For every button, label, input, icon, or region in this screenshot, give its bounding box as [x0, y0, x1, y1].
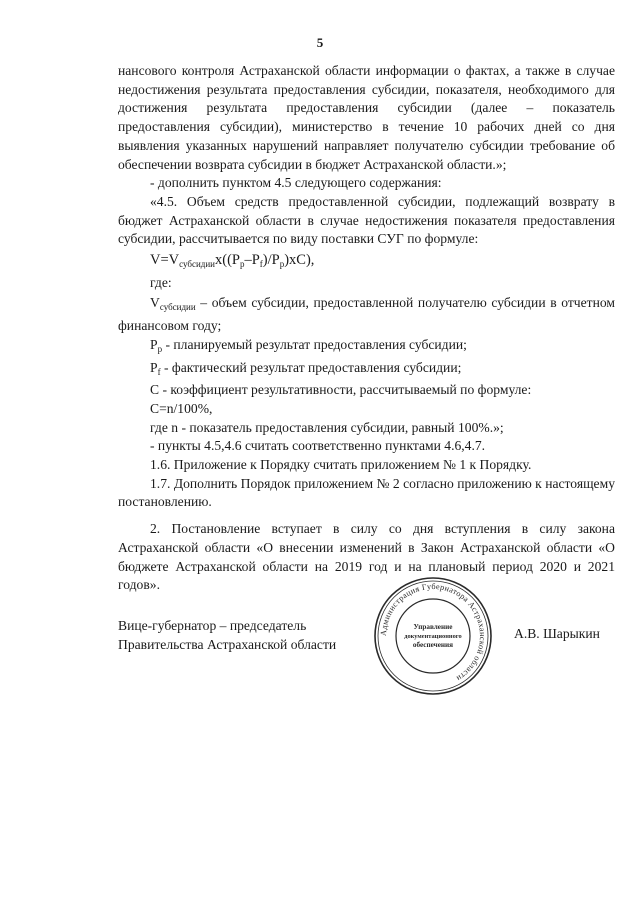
definition-pf: $P_f$ - фактический результат предоставления субсидии; — [150, 359, 462, 377]
stamp-center-line3: обеспечения — [412, 641, 454, 649]
paragraph-2: 2. Постановление вступает в силу со дня вступления в силу закона Астраханской области «О внесении изменений в Закон Астраханской области «О бюджете Астраханской области на 2019 год и на плановый период 2020 и 2021 годов». — [118, 521, 615, 593]
signature-position: Вице-губернатор – председатель — [118, 618, 307, 633]
formula-c: C=n/100%, — [150, 400, 213, 416]
definition-n: где n - показатель предоставления субсидии, равный 100%.»; — [150, 419, 504, 435]
stamp-center-line2: документационного — [404, 633, 462, 640]
stamp-ring-text: Администрация Губернатора Астраханской области — [378, 581, 488, 684]
document-body — [118, 62, 615, 595]
paragraph-1-7: 1.7. Дополнить Порядок приложением № 2 согласно приложению к настоящему постановлению. — [118, 475, 615, 510]
signatory-name: А.В. Шарыкин — [514, 626, 600, 641]
definition-pp: $P_p$ - планируемый результат предоставления субсидии; — [150, 336, 467, 354]
where-label: где: — [150, 274, 172, 290]
formula-v: $V=V_{субсидии}x((P_p-P_f)/P_p)xC$), — [150, 252, 315, 270]
paragraph-1-6: 1.6. Приложение к Порядку считать приложением № 1 к Порядку. — [150, 457, 532, 473]
signature-title — [118, 616, 336, 654]
stamp-center-line1: Управление — [413, 623, 453, 631]
paragraph-renumber: - пункты 4.5,4.6 считать соответственно пунктами 4.6,4.7. — [150, 438, 486, 454]
signature-organization: Правительства Астраханской области — [118, 637, 337, 652]
paragraph-point-4-5: «4.5. Объем средств предоставленной субсидии, подлежащий возврату в бюджет Астраханской области в случае недостижения показателя предоставления субсидии, рассчитывается по виду поставки СУГ по формуле: — [118, 193, 615, 247]
official-stamp — [372, 575, 494, 697]
page-number: 5 — [316, 35, 324, 50]
definition-v: $V_{субсидии}$ – объем субсидии, предоставленной получателю субсидии в отчетном финансовом году; — [118, 295, 615, 334]
definition-c: С - коэффициент результативности, рассчитываемый по формуле: — [150, 382, 532, 398]
paragraph-continuation: нансового контроля Астраханской области информации о фактах, а также в случае недостижения результата предоставления субсидии, показателя, необходимого для достижения результата предоставления субсидии (далее – показатель предоставления субсидии), министерство в течение 10 рабочих дней со дня выявления указанных нарушений направляет получателю субсидии требование об обеспечении возврата субсидии в бюджет Астраханской области.»; — [118, 63, 615, 172]
paragraph-add-point: - дополнить пунктом 4.5 следующего содержания: — [150, 175, 442, 191]
